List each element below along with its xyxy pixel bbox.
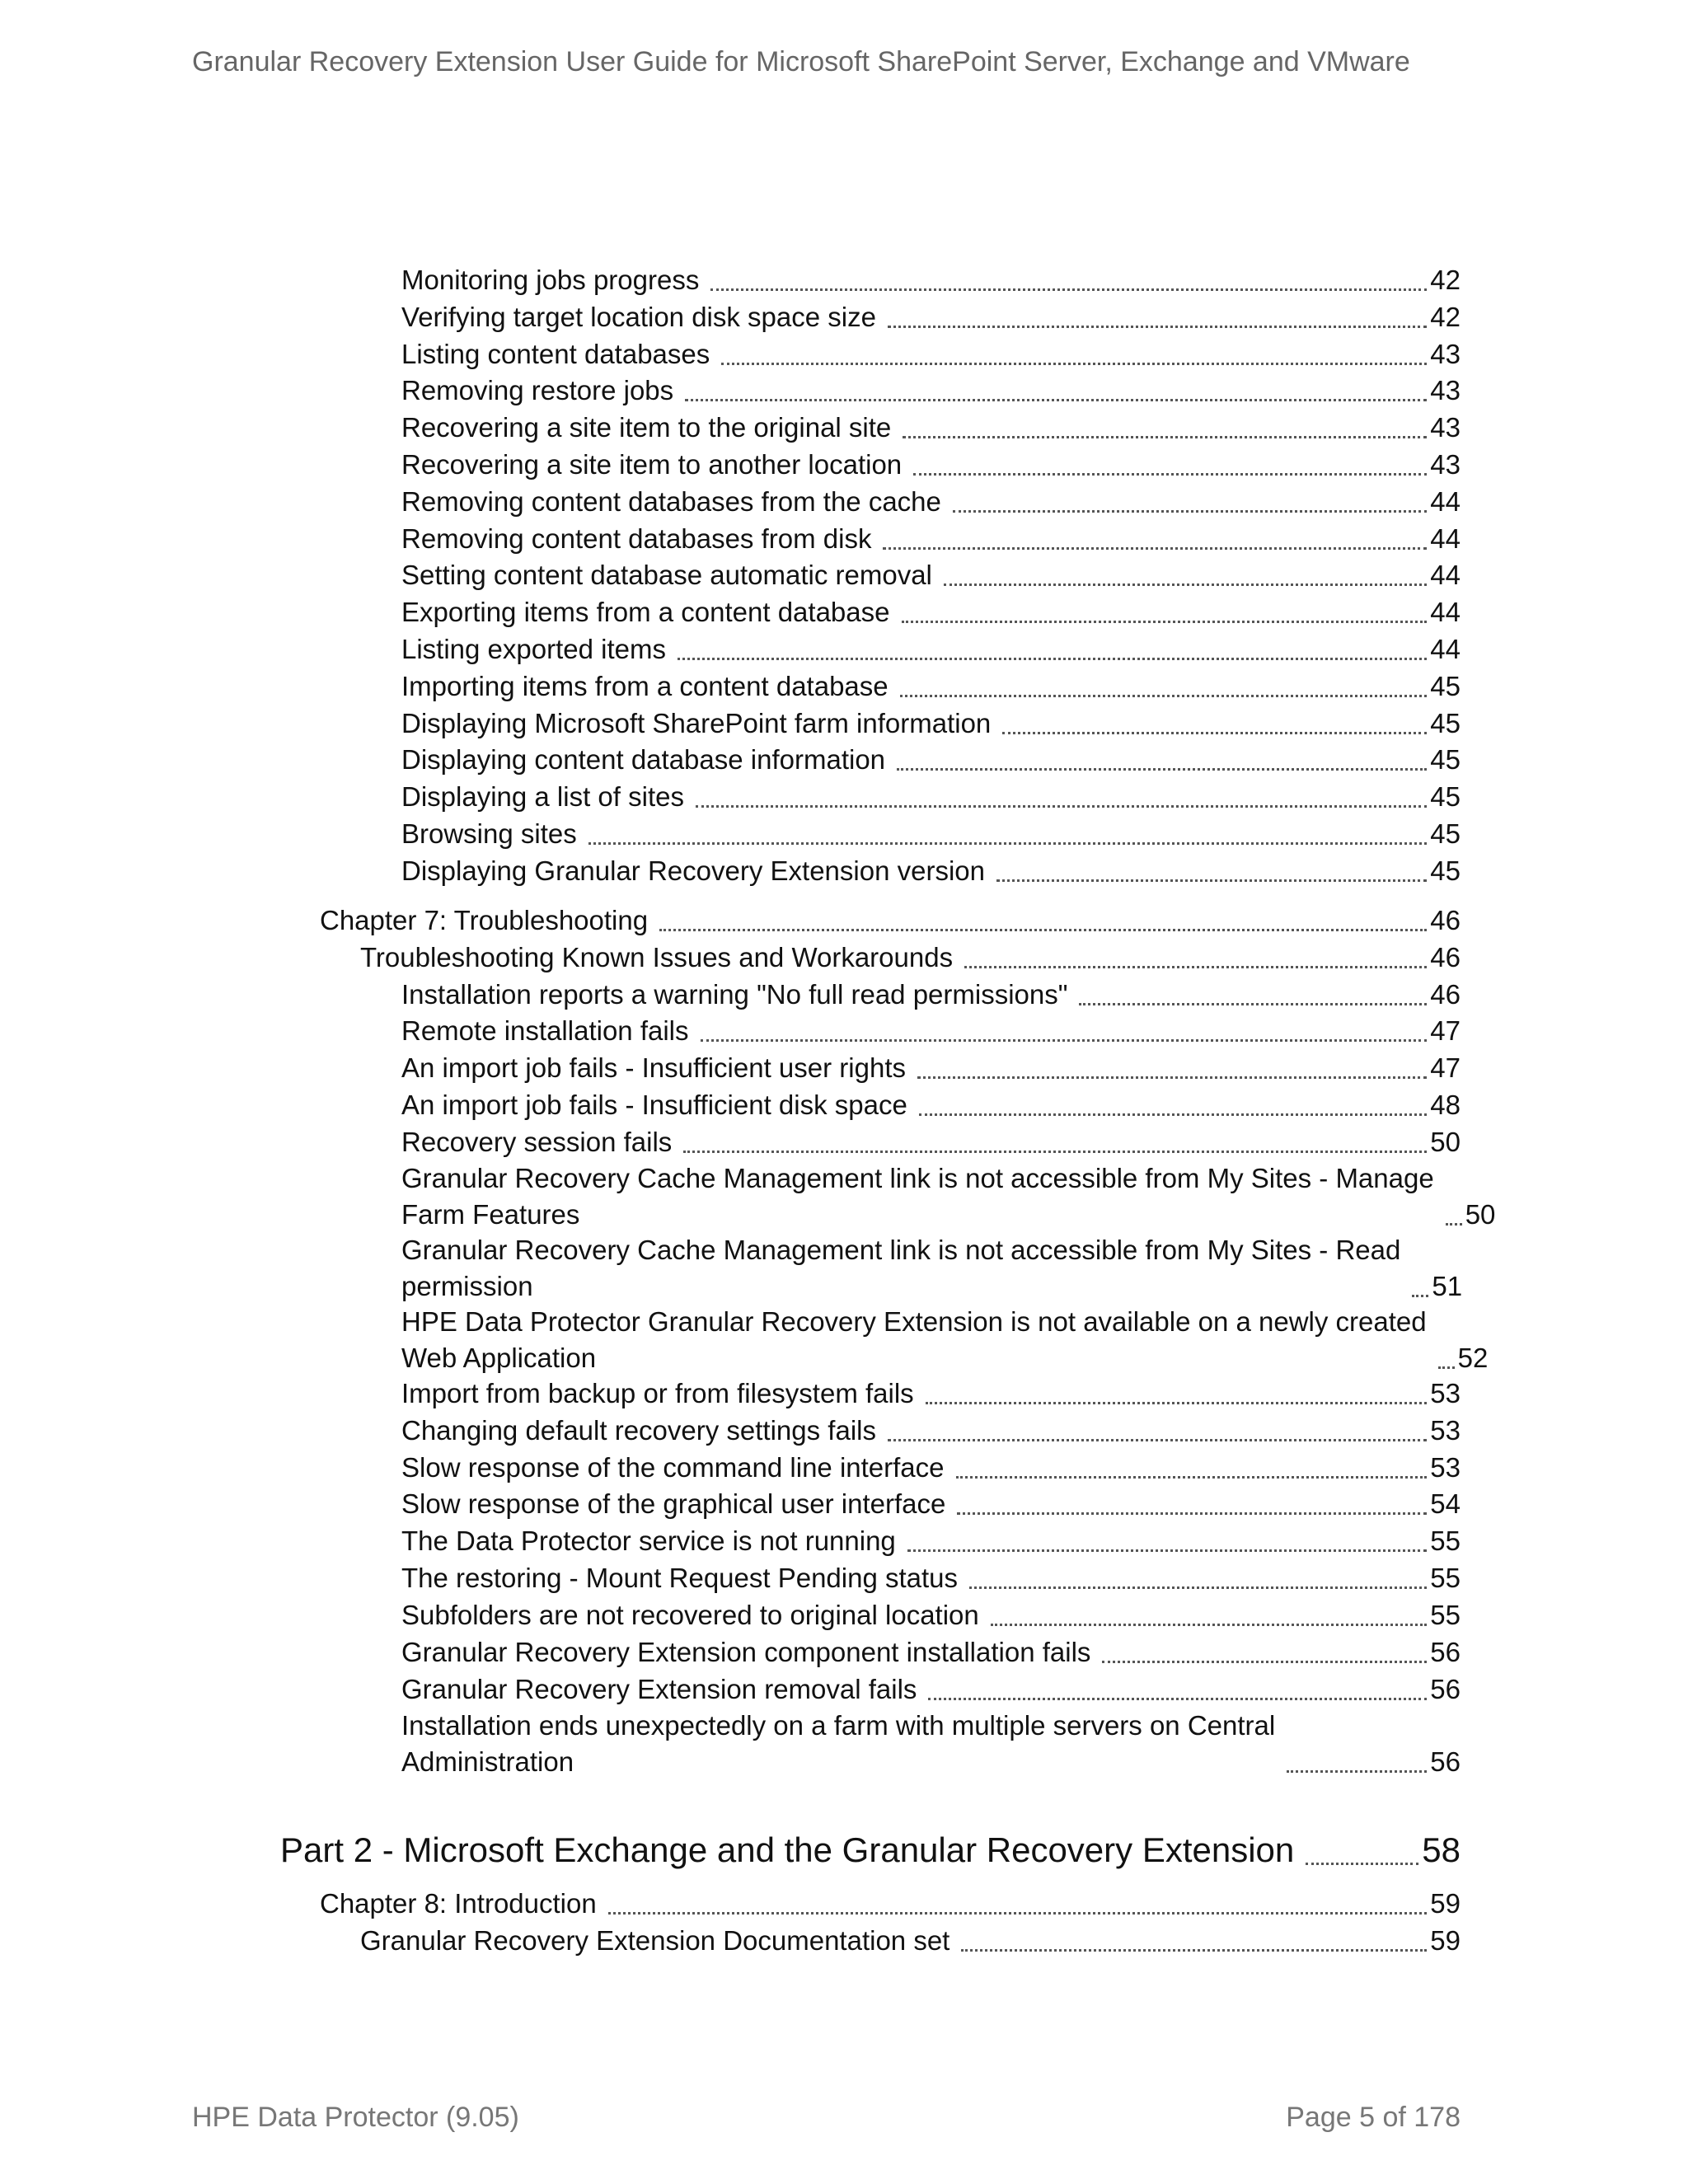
toc-page-number: 58	[1422, 1830, 1461, 1869]
toc-dot-leader	[696, 805, 1427, 808]
toc-entry-title-line: Subfolders are not recovered to original location	[401, 1600, 979, 1630]
toc-page-number: 55	[1430, 1600, 1461, 1630]
toc-entry-section[interactable]	[360, 940, 1461, 976]
toc-entry-title-line: Recovering a site item to another location	[401, 449, 903, 480]
toc-page-number: 51	[1432, 1271, 1463, 1301]
toc-entry-title	[401, 521, 871, 557]
toc-dot-leader	[710, 288, 1427, 291]
toc-entry-title-line: Part 2 - Microsoft Exchange and the Granular Recovery Extension	[280, 1830, 1295, 1869]
toc-page-number: 42	[1430, 302, 1461, 332]
toc-entry-title-line: Remote installation fails	[401, 1015, 689, 1046]
toc-entry-title	[401, 262, 699, 298]
toc-entry-title-line: The restoring - Mount Request Pending status	[401, 1563, 959, 1593]
toc-entry-title	[401, 1160, 1434, 1233]
toc-page-number: 44	[1430, 523, 1461, 554]
toc-entry-title	[401, 1560, 958, 1596]
toc-entry-title	[401, 1523, 896, 1559]
toc-dot-leader	[888, 326, 1427, 328]
toc-entry-title	[401, 977, 1067, 1013]
toc-page-number: 46	[1430, 942, 1461, 972]
toc-dot-leader	[956, 1476, 1428, 1479]
toc-dot-leader	[1446, 1223, 1462, 1226]
toc-entry-topic[interactable]	[401, 853, 1461, 889]
toc-page-number: 56	[1430, 1637, 1461, 1667]
toc-entry-topic[interactable]	[401, 410, 1461, 446]
toc-entry-title-line: Displaying Microsoft SharePoint farm information	[401, 708, 992, 738]
toc-entry-topic[interactable]	[401, 816, 1461, 852]
toc-entry-title-line: Troubleshooting Known Issues and Workarounds	[360, 942, 954, 972]
toc-entry-topic[interactable]	[401, 1597, 1461, 1633]
toc-entry-title	[401, 631, 666, 668]
toc-dot-leader	[1079, 1003, 1427, 1005]
toc-entry-title-line: Monitoring jobs progress	[401, 265, 700, 295]
toc-page-number: 54	[1430, 1488, 1461, 1519]
toc-entry-title-line: Granular Recovery Extension component installation fails	[401, 1637, 1091, 1667]
toc-dot-leader	[721, 363, 1427, 365]
toc-entry-topic[interactable]	[401, 1413, 1461, 1449]
toc-page-number: 45	[1430, 855, 1461, 886]
toc-entry-title-line: Listing content databases	[401, 339, 710, 369]
toc-entry-topic[interactable]	[401, 336, 1461, 373]
toc-page-number: 55	[1430, 1563, 1461, 1593]
toc-entry-title-line: Granular Recovery Extension Documentation set	[360, 1925, 950, 1956]
toc-dot-leader	[1287, 1770, 1427, 1773]
toc-entry-topic[interactable]	[401, 1671, 1461, 1708]
toc-entry-title	[401, 1450, 945, 1486]
toc-entry-title	[401, 1708, 1275, 1780]
toc-entry-topic[interactable]	[401, 373, 1461, 409]
toc-entry-title-line: Verifying target location disk space size	[401, 302, 876, 332]
toc-page-number: 46	[1430, 905, 1461, 935]
toc-dot-leader	[659, 929, 1427, 931]
toc-page-number: 50	[1430, 1127, 1461, 1157]
toc-entry-topic[interactable]	[401, 1160, 1496, 1233]
toc-dot-leader	[913, 473, 1427, 476]
toc-page-number: 50	[1465, 1199, 1496, 1230]
toc-dot-leader	[888, 1439, 1427, 1441]
toc-dot-leader	[902, 621, 1428, 623]
toc-dot-leader	[964, 966, 1427, 968]
toc-dot-leader	[701, 1039, 1428, 1042]
toc-dot-leader	[678, 658, 1427, 660]
toc-entry-title-line: HPE Data Protector Granular Recovery Extension is not available on a newly created	[401, 1306, 1427, 1337]
toc-dot-leader	[900, 695, 1428, 697]
toc-dot-leader	[1438, 1366, 1455, 1369]
toc-entry-title	[401, 1634, 1090, 1671]
toc-dot-leader	[1412, 1295, 1428, 1297]
toc-entry-title-line: Chapter 8: Introduction	[320, 1888, 597, 1919]
toc-entry-title	[401, 410, 891, 446]
toc-entry-title-line: Exporting items from a content database	[401, 597, 890, 627]
toc-entry-title	[401, 1304, 1427, 1376]
toc-dot-leader	[685, 399, 1427, 401]
toc-dot-leader	[907, 1549, 1427, 1552]
toc-entry-topic[interactable]	[401, 977, 1461, 1013]
toc-entry-topic[interactable]	[401, 1523, 1461, 1559]
toc-dot-leader	[1102, 1661, 1427, 1663]
toc-dot-leader	[917, 1076, 1427, 1079]
toc-page-number: 59	[1430, 1888, 1461, 1919]
toc-entry-title-line: The Data Protector service is not running	[401, 1526, 896, 1556]
toc-entry-title	[401, 742, 885, 778]
toc-page-number: 43	[1430, 375, 1461, 405]
toc-entry-title	[320, 1886, 597, 1922]
toc-entry-title	[401, 1232, 1400, 1305]
toc-entry-title-line: Browsing sites	[401, 818, 577, 849]
toc-entry-title	[401, 1413, 876, 1449]
toc-entry-title	[360, 940, 953, 976]
toc-page-number: 45	[1430, 781, 1461, 812]
toc-page-number: 47	[1430, 1015, 1461, 1046]
toc-entry-topic[interactable]	[401, 1450, 1461, 1486]
toc-entry-title	[401, 299, 876, 335]
toc-entry-topic[interactable]	[401, 262, 1461, 298]
toc-entry-topic[interactable]	[401, 521, 1461, 557]
toc-entry-title	[401, 336, 710, 373]
toc-dot-leader	[883, 547, 1427, 550]
toc-entry-title-line: Removing content databases from disk	[401, 523, 872, 554]
toc-entry-title-line: Displaying a list of sites	[401, 781, 684, 812]
toc-entry-topic[interactable]	[401, 557, 1461, 593]
toc-entry-topic[interactable]	[401, 447, 1461, 483]
toc-entry-title	[401, 1087, 907, 1123]
toc-dot-leader	[683, 1151, 1427, 1153]
footer-product: HPE Data Protector (9.05)	[192, 2102, 519, 2133]
toc-entry-title	[401, 1376, 914, 1412]
toc-entry-title-line: An import job fails - Insufficient user rights	[401, 1052, 906, 1083]
toc-entry-title-line: Changing default recovery settings fails	[401, 1415, 876, 1446]
footer-page-number: Page 5 of 178	[1286, 2102, 1461, 2133]
toc-dot-leader	[919, 1113, 1427, 1116]
toc-entry-title-line: Listing exported items	[401, 634, 666, 664]
toc-entry-title	[401, 853, 985, 889]
toc-entry-title-line: permission	[401, 1271, 533, 1301]
toc-page-number: 47	[1430, 1052, 1461, 1083]
toc-dot-leader	[926, 1402, 1428, 1404]
toc-dot-leader	[969, 1586, 1427, 1589]
toc-entry-topic[interactable]	[401, 484, 1461, 520]
toc-page-number: 43	[1430, 412, 1461, 443]
toc-page-number: 53	[1430, 1452, 1461, 1483]
toc-page-number: 53	[1430, 1378, 1461, 1408]
toc-entry-topic[interactable]	[401, 705, 1461, 742]
toc-dot-leader	[944, 583, 1427, 586]
toc-entry-title-line: Farm Features	[401, 1199, 580, 1230]
toc-entry-topic[interactable]	[401, 668, 1461, 705]
toc-entry-topic[interactable]	[401, 1013, 1461, 1049]
toc-page-number: 44	[1430, 597, 1461, 627]
toc-entry-title	[401, 447, 902, 483]
toc-entry-title	[401, 1671, 917, 1708]
toc-entry-chapter[interactable]	[320, 902, 1461, 939]
toc-page-number: 44	[1430, 560, 1461, 590]
toc-entry-title-line: Installation reports a warning "No full read permissions"	[401, 979, 1068, 1010]
toc-entry-title-line: Removing content databases from the cache	[401, 486, 941, 517]
toc-dot-leader	[903, 436, 1427, 438]
toc-entry-title-line: Web Application	[401, 1343, 597, 1373]
toc-page-number: 53	[1430, 1415, 1461, 1446]
toc-page-number: 44	[1430, 634, 1461, 664]
toc-entry-title-line: Granular Recovery Extension removal fails	[401, 1674, 917, 1704]
toc-entry-title	[401, 373, 673, 409]
toc-page-number: 44	[1430, 486, 1461, 517]
toc-page-number: 48	[1430, 1090, 1461, 1120]
toc-entry-topic[interactable]	[401, 779, 1461, 815]
toc-dot-leader	[996, 879, 1427, 882]
toc-entry-title-line: Granular Recovery Cache Management link is not accessible from My Sites - Read	[401, 1235, 1401, 1265]
toc-entry-title	[401, 1124, 672, 1160]
toc-entry-title-line: Setting content database automatic removal	[401, 560, 932, 590]
toc-entry-title	[401, 779, 684, 815]
toc-page-number: 59	[1430, 1925, 1461, 1956]
toc-dot-leader	[991, 1624, 1428, 1626]
toc-entry-topic[interactable]	[401, 1124, 1461, 1160]
toc-page-number: 45	[1430, 818, 1461, 849]
toc-entry-chapter[interactable]	[320, 1886, 1461, 1922]
toc-entry-title-line: Displaying Granular Recovery Extension version	[401, 855, 985, 886]
toc-entry-title-line: Recovering a site item to the original site	[401, 412, 892, 443]
toc-entry-title-line: Importing items from a content database	[401, 671, 889, 701]
toc-entry-topic[interactable]	[401, 1232, 1461, 1305]
toc-dot-leader	[1306, 1863, 1418, 1865]
running-header: Granular Recovery Extension User Guide for Microsoft SharePoint Server, Exchange and VMware	[192, 46, 1410, 77]
toc-entry-title-line: Import from backup or from filesystem fails	[401, 1378, 914, 1408]
toc-entry-title	[280, 1828, 1294, 1872]
toc-entry-title	[401, 484, 941, 520]
toc-entry-title	[320, 902, 648, 939]
toc-page-number: 55	[1430, 1526, 1461, 1556]
toc-entry-title	[401, 594, 890, 630]
toc-entry-title	[401, 1486, 945, 1522]
toc-page-number: 45	[1430, 708, 1461, 738]
toc-dot-leader	[897, 768, 1427, 771]
toc-page-number: 43	[1430, 449, 1461, 480]
toc-entry-title-line: Administration	[401, 1746, 574, 1777]
toc-entry-title	[401, 705, 991, 742]
toc-entry-topic[interactable]	[401, 631, 1461, 668]
toc-entry-topic[interactable]	[401, 742, 1461, 778]
toc-entry-title	[401, 1597, 979, 1633]
toc-page-number: 45	[1430, 671, 1461, 701]
toc-entry-title	[401, 1013, 689, 1049]
toc-entry-title-line: Installation ends unexpectedly on a farm with multiple servers on Central	[401, 1710, 1276, 1741]
toc-entry-topic[interactable]	[401, 1087, 1461, 1123]
toc-entry-title-line: Slow response of the command line interface	[401, 1452, 945, 1483]
toc-page-number: 56	[1430, 1674, 1461, 1704]
toc-entry-topic[interactable]	[401, 1376, 1461, 1412]
toc-entry-title-line: Slow response of the graphical user interface	[401, 1488, 946, 1519]
toc-entry-topic[interactable]	[401, 1708, 1461, 1780]
toc-entry-topic[interactable]	[401, 1486, 1461, 1522]
toc-page-number: 56	[1430, 1746, 1461, 1777]
toc-entry-topic[interactable]	[401, 594, 1461, 630]
toc-entry-title-line: Chapter 7: Troubleshooting	[320, 905, 649, 935]
toc-entry-title	[401, 668, 889, 705]
toc-entry-section[interactable]	[360, 1923, 1461, 1959]
toc-entry-part[interactable]	[280, 1828, 1461, 1872]
toc-dot-leader	[928, 1698, 1427, 1700]
toc-entry-topic[interactable]	[401, 1050, 1461, 1086]
toc-entry-title	[401, 816, 577, 852]
toc-dot-leader	[588, 842, 1428, 845]
toc-entry-title-line: Removing restore jobs	[401, 375, 674, 405]
toc-entry-title	[401, 557, 932, 593]
toc-entry-topic[interactable]	[401, 299, 1461, 335]
toc-dot-leader	[961, 1949, 1427, 1952]
toc-page-number: 52	[1457, 1343, 1489, 1373]
toc-page-number: 43	[1430, 339, 1461, 369]
toc-entry-title-line: An import job fails - Insufficient disk space	[401, 1090, 907, 1120]
toc-page-number: 45	[1430, 744, 1461, 775]
toc-dot-leader	[1002, 732, 1427, 734]
toc-entry-title-line: Granular Recovery Cache Management link is not accessible from My Sites - Manage	[401, 1163, 1434, 1193]
toc-page-number: 46	[1430, 979, 1461, 1010]
toc-dot-leader	[953, 510, 1427, 513]
toc-page-number: 42	[1430, 265, 1461, 295]
toc-entry-topic[interactable]	[401, 1304, 1489, 1376]
toc-entry-title	[401, 1050, 906, 1086]
toc-entry-title-line: Recovery session fails	[401, 1127, 673, 1157]
toc-entry-topic[interactable]	[401, 1560, 1461, 1596]
toc-entry-title-line: Displaying content database information	[401, 744, 886, 775]
toc-dot-leader	[608, 1912, 1428, 1915]
toc-entry-title	[360, 1923, 950, 1959]
toc-dot-leader	[957, 1512, 1427, 1515]
toc-entry-topic[interactable]	[401, 1634, 1461, 1671]
